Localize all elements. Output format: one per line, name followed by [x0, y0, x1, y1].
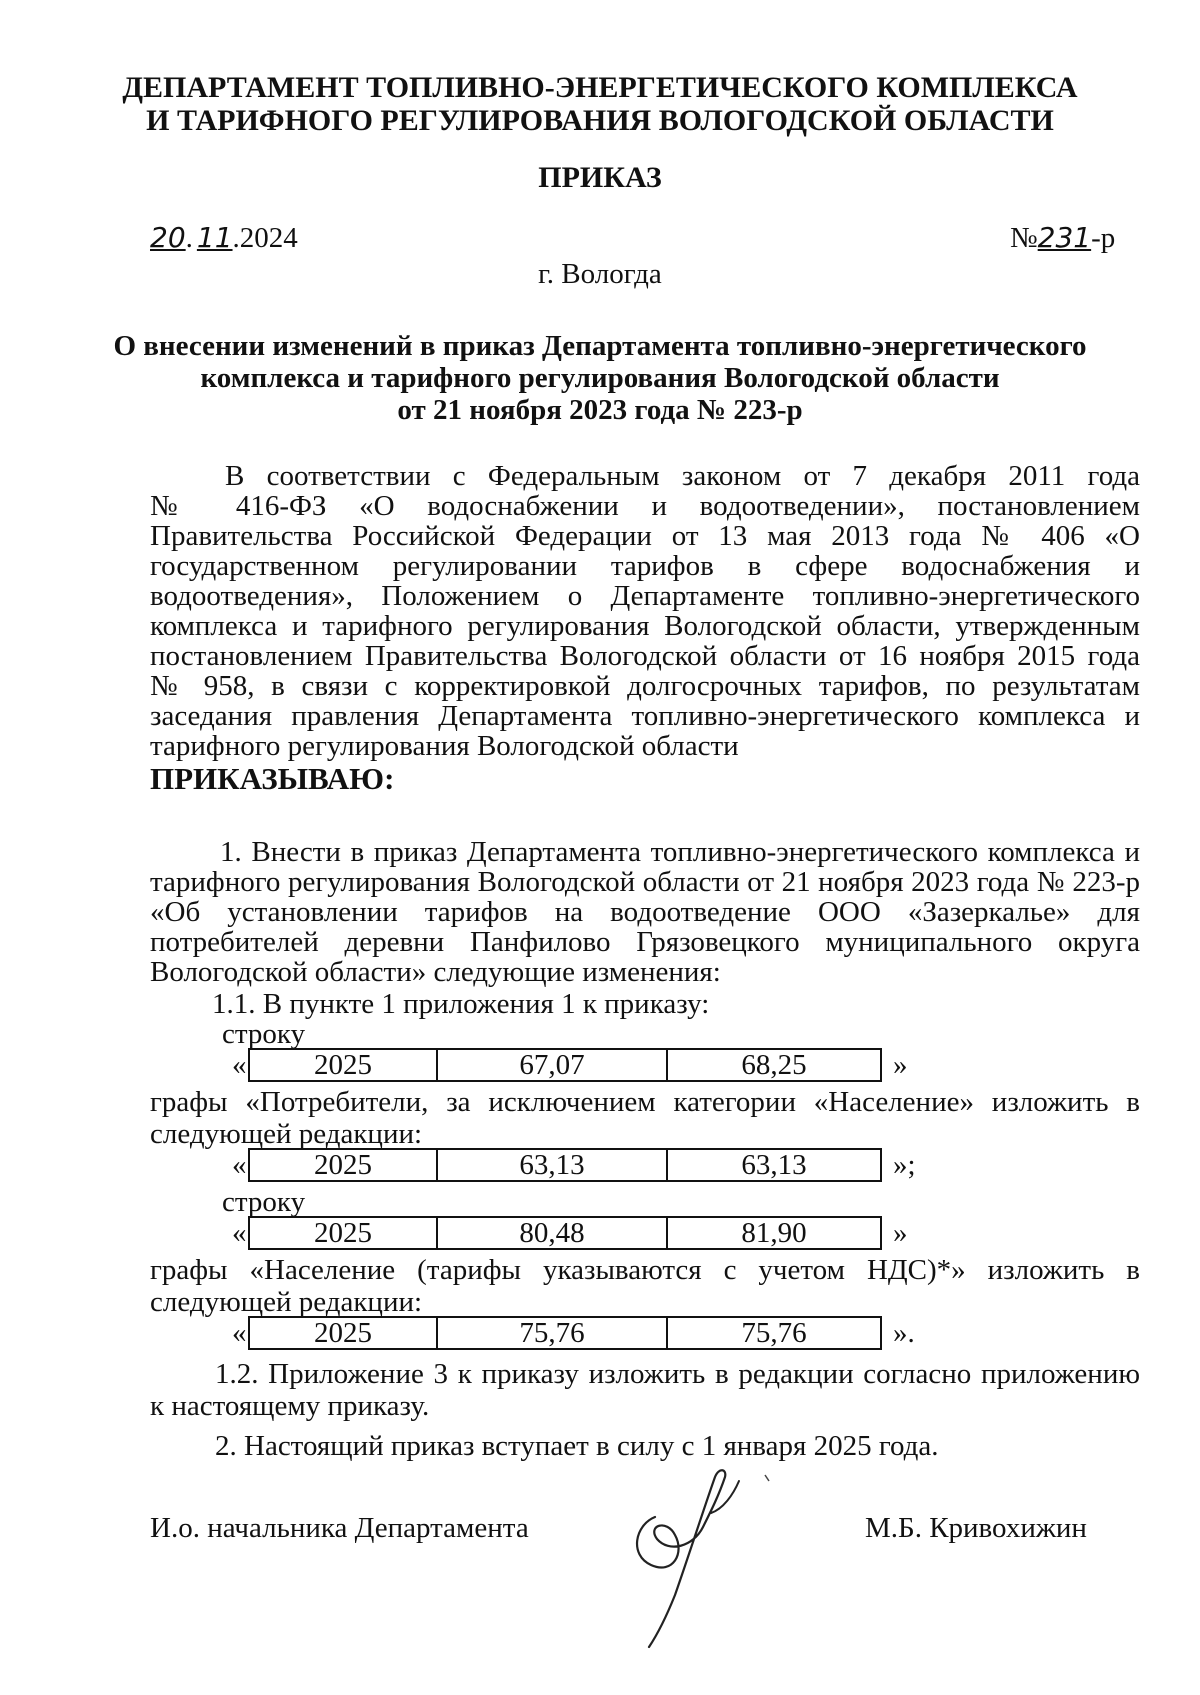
preamble-line: В соответствии с Федеральным законом от 7 декабря 2011 года [225, 460, 1140, 492]
item1-1: 1.1. В пункте 1 приложения 1 к приказу: [212, 988, 710, 1020]
item1-line: потребителей деревни Панфилово Грязовецкого муниципального округа [150, 926, 1140, 958]
subject-line1: О внесении изменений в приказ Департамента топливно-энергетического [113, 330, 1087, 362]
tariff-cell-value: 75,76 [666, 1316, 882, 1350]
signatory-position: И.о. начальника Департамента [150, 1512, 529, 1544]
graph1-line: графы «Потребители, за исключением категории «Население» изложить в [150, 1086, 1140, 1118]
label-stroku: строку [222, 1018, 306, 1050]
tariff-row: « 2025 67,07 68,25 » [232, 1049, 908, 1081]
item1-line: «Об установлении тарифов на водоотведение ООО «Зазеркалье» для [150, 896, 1140, 928]
item1-2-line: к настоящему приказу. [150, 1390, 430, 1422]
order-word: ПРИКАЗЫВАЮ: [150, 761, 395, 796]
preamble-line: комплекса и тарифного регулирования Вологодской области, утвержденным [150, 610, 1140, 642]
handwritten-signature [615, 1455, 805, 1655]
item2: 2. Настоящий приказ вступает в силу с 1 января 2025 года. [215, 1430, 939, 1462]
tariff-row: « 2025 80,48 81,90 » [232, 1217, 908, 1249]
preamble-line: постановлением Правительства Вологодской области от 16 ноября 2015 года [150, 640, 1140, 672]
tariff-cell-year: 2025 [248, 1048, 438, 1082]
graph2-line: графы «Население (тарифы указываются с учетом НДС)*» изложить в [150, 1254, 1140, 1286]
tariff-row: « 2025 75,76 75,76 ». [232, 1317, 915, 1349]
department-name-line1: ДЕПАРТАМЕНТ ТОПЛИВНО-ЭНЕРГЕТИЧЕСКОГО КОМПЛЕКСА [122, 71, 1078, 104]
tariff-cell-value: 81,90 [666, 1216, 882, 1250]
item1-line: 1. Внести в приказ Департамента топливно-энергетического комплекса и [220, 836, 1140, 868]
preamble-line: водоотведения», Положением о Департаменте топливно-энергетического [150, 580, 1140, 612]
subject-line2: комплекса и тарифного регулирования Вологодской области [200, 362, 1000, 394]
subject-line3: от 21 ноября 2023 года № 223-р [397, 394, 803, 426]
date-day: 20 [150, 221, 186, 254]
item1-2-line: 1.2. Приложение 3 к приказу изложить в редакции согласно приложению [215, 1358, 1140, 1390]
document-number: №231-р [1010, 221, 1116, 254]
tariff-cell-value: 80,48 [436, 1216, 668, 1250]
preamble-line: № 416-ФЗ «О водоснабжении и водоотведении», постановлением [150, 490, 1140, 522]
tariff-cell-year: 2025 [248, 1216, 438, 1250]
signatory-name: М.Б. Кривохижин [865, 1512, 1087, 1544]
next-edition-label: следующей редакции: [150, 1286, 423, 1318]
tariff-cell-year: 2025 [248, 1316, 438, 1350]
preamble-line: тарифного регулирования Вологодской области [150, 730, 739, 762]
number-handwritten: 231 [1037, 221, 1092, 254]
item1-line: тарифного регулирования Вологодской области от 21 ноября 2023 года № 223-р [150, 866, 1140, 898]
preamble-line: государственном регулировании тарифов в сфере водоснабжения и [150, 550, 1140, 582]
date-month: 11 [196, 221, 233, 254]
city: г. Вологда [538, 258, 662, 290]
tariff-row: « 2025 63,13 63,13 »; [232, 1149, 916, 1181]
label-stroku: строку [222, 1186, 306, 1218]
tariff-cell-value: 63,13 [666, 1148, 882, 1182]
document-type: ПРИКАЗ [538, 161, 662, 194]
preamble-line: заседания правления Департамента топливно-энергетического комплекса и [150, 700, 1140, 732]
document-date: 20. 11.2024 [150, 221, 298, 254]
tariff-cell-year: 2025 [248, 1148, 438, 1182]
preamble-line: Правительства Российской Федерации от 13 мая 2013 года № 406 «О [150, 520, 1140, 552]
date-year: .2024 [232, 222, 298, 254]
department-name-line2: И ТАРИФНОГО РЕГУЛИРОВАНИЯ ВОЛОГОДСКОЙ ОБЛАСТИ [146, 104, 1054, 137]
tariff-cell-value: 68,25 [666, 1048, 882, 1082]
tariff-cell-value: 67,07 [436, 1048, 668, 1082]
next-edition-label: следующей редакции: [150, 1118, 423, 1150]
item1-line: Вологодской области» следующие изменения: [150, 956, 721, 988]
tariff-cell-value: 63,13 [436, 1148, 668, 1182]
tariff-cell-value: 75,76 [436, 1316, 668, 1350]
preamble-line: № 958, в связи с корректировкой долгосрочных тарифов, по результатам [150, 670, 1140, 702]
